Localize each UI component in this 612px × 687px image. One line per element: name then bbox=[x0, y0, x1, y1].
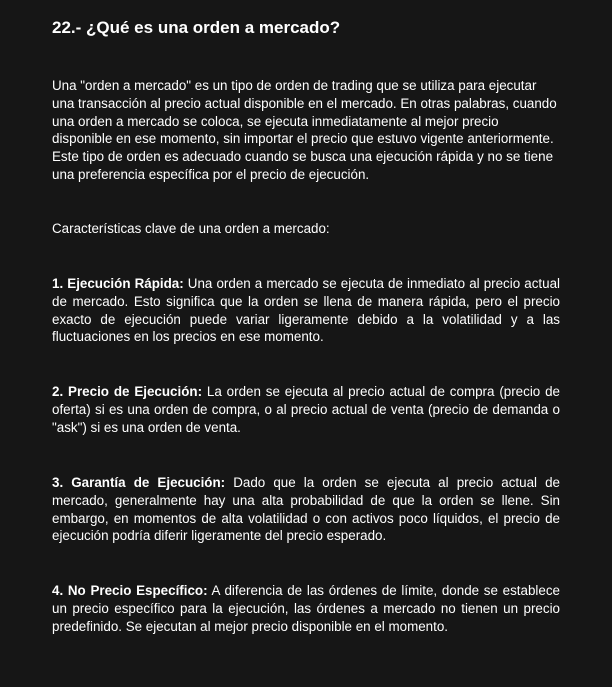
feature-term: 1. Ejecución Rápida: bbox=[52, 276, 184, 291]
features-lead: Características clave de una orden a mercado: bbox=[52, 221, 330, 236]
feature-text: Dado que la orden se ejecuta al precio actual de mercado, generalmente hay una alta probabilidad de que la orden se llene. Sin embargo, en momentos de alta volatilidad o con activos poco líquidos, el precio de ejecución podría diferir ligeramente del precio esperado. bbox=[52, 475, 560, 544]
feature-item-execution-price bbox=[52, 383, 560, 436]
feature-term: 4. No Precio Específico: bbox=[52, 583, 208, 598]
intro-paragraph: Una "orden a mercado" es un tipo de orden de trading que se utiliza para ejecutar una transacción al precio actual disponible en el mercado. En otras palabras, cuando una orden a mercado se coloca, se ejecuta inmediatamente al mejor precio disponible en ese momento, sin importar el precio que estuvo vigente anteriormente. Este tipo de orden es adecuado cuando se busca una ejecución rápida y no se tiene una preferencia específica por el precio de ejecución. bbox=[52, 78, 557, 182]
feature-term: 3. Garantía de Ejecución: bbox=[52, 475, 226, 490]
feature-item-no-specific-price bbox=[52, 582, 560, 635]
feature-item-fast-execution bbox=[52, 275, 560, 346]
feature-term: 2. Precio de Ejecución: bbox=[52, 384, 203, 399]
feature-text: Una orden a mercado se ejecuta de inmediato al precio actual de mercado. Esto significa que la orden se llena de manera rápida, pero el precio exacto de ejecución puede variar ligeramente debido a la volatilidad y a las fluctuaciones en los precios en ese momento. bbox=[52, 276, 561, 345]
feature-text: La orden se ejecuta al precio actual de compra (precio de oferta) si es una orden de compra, o al precio actual de venta (precio de demanda o "ask") si es una orden de venta. bbox=[52, 384, 561, 435]
page-title: 22.- ¿Qué es una orden a mercado? bbox=[52, 18, 341, 37]
feature-item-execution-guarantee bbox=[52, 474, 560, 545]
feature-text: A diferencia de las órdenes de límite, donde se establece un precio específico para la ejecución, las órdenes a mercado no tienen un precio predefinido. Se ejecutan al mejor precio disponible en el momento. bbox=[52, 583, 560, 634]
